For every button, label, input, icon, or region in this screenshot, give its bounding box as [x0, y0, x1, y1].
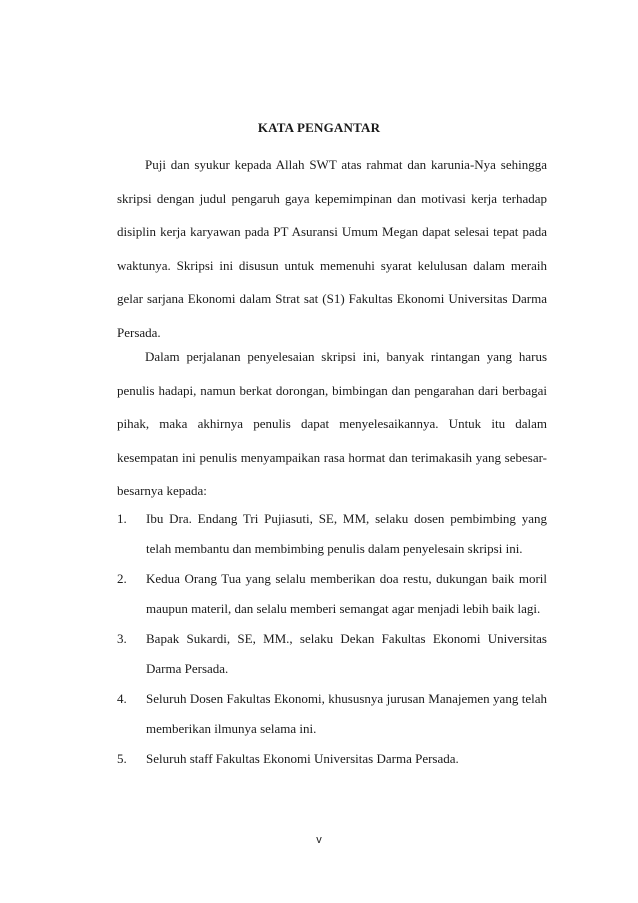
page-number: v [316, 834, 322, 846]
list-item [117, 564, 547, 624]
list-item-number: 3. [117, 631, 127, 646]
list-item [117, 624, 547, 684]
list-item [117, 504, 547, 564]
list-item [117, 744, 547, 774]
list-item-number: 4. [117, 691, 127, 706]
list-item [117, 684, 547, 744]
page-title: KATA PENGANTAR [257, 120, 381, 135]
paragraph-acknowledgement-text: Dalam perjalanan penyelesaian skripsi ini, banyak rintangan yang harus penulis hadapi, namun berkat dorongan, bimbingan dan pengarahan dari berbagai pihak, maka akhirnya penulis dapat menyelesaikannya. Untuk itu dalam kesempatan ini penulis menyampaikan rasa hormat dan terimakasih yang sebesar-besarnya kepada: [117, 349, 547, 498]
list-item-number: 1. [117, 511, 127, 526]
list-item-text: Bapak Sukardi, SE, MM., selaku Dekan Fakultas Ekonomi Universitas Darma Persada. [146, 631, 547, 676]
paragraph-intro-text: Puji dan syukur kepada Allah SWT atas rahmat dan karunia-Nya sehingga skripsi dengan judul pengaruh gaya kepemimpinan dan motivasi kerja terhadap disiplin kerja karyawan pada PT Asuransi Umum Megan dapat selesai tepat pada waktunya. Skripsi ini disusun untuk memenuhi syarat kelulusan dalam meraih gelar sarjana Ekonomi dalam Strat sat (S1) Fakultas Ekonomi Universitas Darma Persada. [117, 157, 547, 340]
acknowledgement-list [117, 504, 547, 774]
paragraph-acknowledgement [117, 340, 547, 508]
list-item-number: 2. [117, 571, 127, 586]
list-item-text: Seluruh Dosen Fakultas Ekonomi, khususnya jurusan Manajemen yang telah memberikan ilmunya selama ini. [146, 691, 547, 736]
list-item-number: 5. [117, 751, 127, 766]
list-item-text: Kedua Orang Tua yang selalu memberikan doa restu, dukungan baik moril maupun materil, dan selalu memberi semangat agar menjadi lebih baik lagi. [146, 571, 547, 616]
list-item-text: Seluruh staff Fakultas Ekonomi Universitas Darma Persada. [146, 751, 459, 766]
list-item-text: Ibu Dra. Endang Tri Pujiasuti, SE, MM, selaku dosen pembimbing yang telah membantu dan membimbing penulis dalam penyelesain skripsi ini. [146, 511, 547, 556]
paragraph-intro [117, 148, 547, 349]
